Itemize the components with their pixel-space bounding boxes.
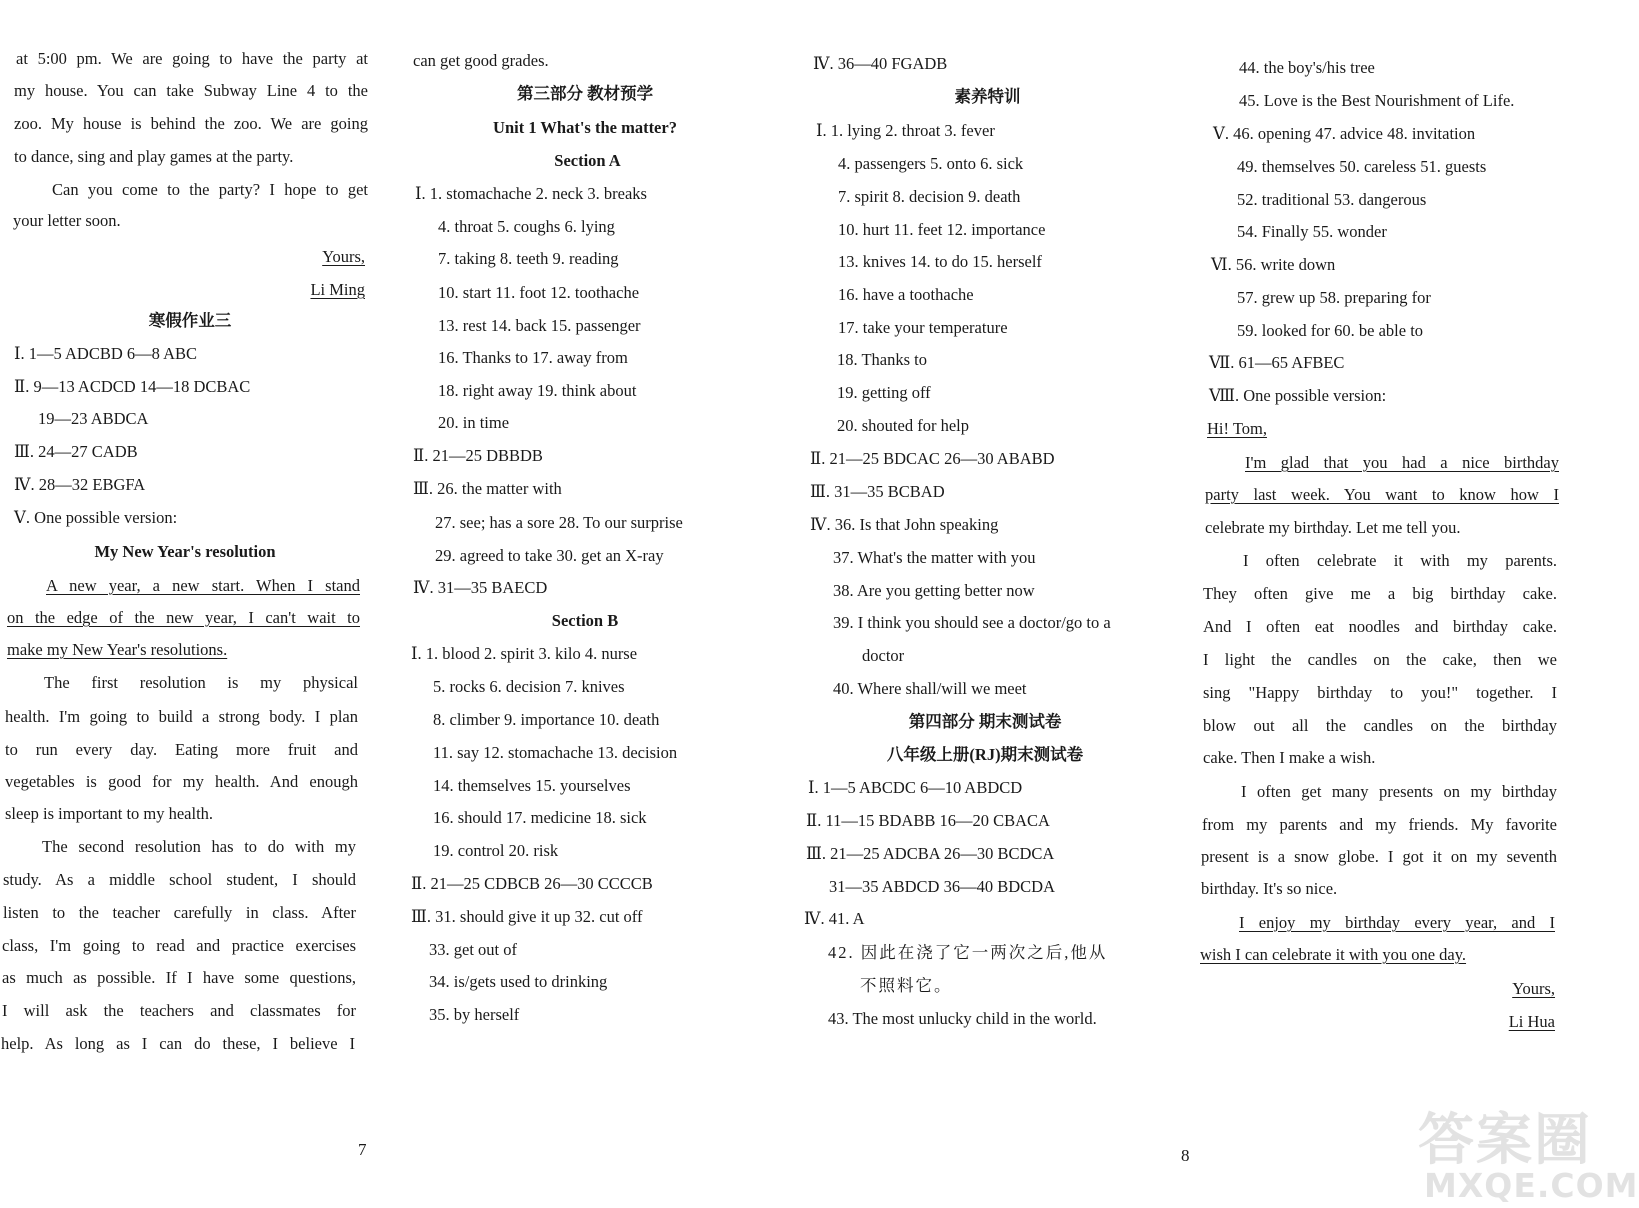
letter-closing: Yours,: [1512, 979, 1555, 998]
letter-line: cake. Then I make a wish.: [1203, 748, 1376, 767]
answer-line: Ⅱ. 21—25 DBBDB: [413, 446, 543, 465]
letter-line: party last week. You want to know how I: [1205, 485, 1559, 504]
answer-line: 19. control 20. risk: [433, 841, 559, 860]
answer-line: 37. What's the matter with you: [833, 548, 1036, 567]
answer-line: Ⅲ. 24—27 CADB: [14, 442, 138, 461]
answer-line: 11. say 12. stomachache 13. decision: [433, 743, 678, 762]
letter-line: And I often eat noodles and birthday cake.: [1203, 617, 1557, 636]
letter-line: from my parents and my friends. My favorite: [1202, 815, 1557, 834]
answer-line: 44. the boy's/his tree: [1239, 58, 1375, 77]
answer-line: 40. Where shall/will we meet: [833, 679, 1027, 698]
essay-line: help. As long as I can do these, I believe I: [1, 1034, 355, 1053]
answer-line: 29. agreed to take 30. get an X-ray: [435, 546, 664, 565]
essay-line: on the edge of the new year, I can't wait to: [7, 608, 360, 627]
essay-line: A new year, a new start. When I stand: [46, 576, 360, 595]
section-heading: Section B: [551, 611, 619, 630]
letter-line: I often get many presents on my birthday: [1241, 782, 1557, 801]
answer-line: Ⅱ. 11—15 BDABB 16—20 CBACA: [806, 811, 1050, 830]
answer-line: 20. shouted for help: [837, 416, 969, 435]
answer-line: 5. rocks 6. decision 7. knives: [433, 677, 625, 696]
answer-line: Ⅰ. 1. blood 2. spirit 3. kilo 4. nurse: [411, 644, 638, 663]
text-line: zoo. My house is behind the zoo. We are going: [14, 114, 368, 133]
part-heading: 第三部分 教材预学: [516, 84, 654, 103]
text-line: at 5:00 pm. We are going to have the party at: [16, 49, 368, 68]
answer-line: Ⅳ. 36. Is that John speaking: [810, 515, 999, 534]
answer-line: Ⅵ. 56. write down: [1211, 255, 1336, 274]
letter-signature: Li Ming: [310, 280, 365, 299]
answer-line: 54. Finally 55. wonder: [1237, 222, 1387, 241]
answer-line: 34. is/gets used to drinking: [429, 972, 608, 991]
answer-line: 7. taking 8. teeth 9. reading: [438, 249, 619, 268]
answer-line: 39. I think you should see a doctor/go to a: [833, 613, 1111, 632]
answer-line: Ⅲ. 26. the matter with: [413, 479, 562, 498]
answer-line: Ⅴ. One possible version:: [14, 508, 178, 527]
column-3: [800, 0, 1180, 1208]
answer-line: Ⅰ. 1. lying 2. throat 3. fever: [816, 121, 995, 140]
essay-line: The second resolution has to do with my: [42, 837, 356, 856]
answer-line: 16. should 17. medicine 18. sick: [433, 808, 647, 827]
answer-line: Ⅱ. 9—13 ACDCD 14—18 DCBAC: [14, 377, 251, 396]
answer-line: Ⅰ. 1—5 ADCBD 6—8 ABC: [14, 344, 198, 363]
answer-line: 4. throat 5. coughs 6. lying: [438, 217, 615, 236]
answer-line: 57. grew up 58. preparing for: [1237, 288, 1431, 307]
answer-line: Ⅰ. 1—5 ABCDC 6—10 ABDCD: [808, 778, 1023, 797]
answer-line: 42. 因此在浇了它一两次之后,他从: [828, 943, 1108, 962]
letter-line: celebrate my birthday. Let me tell you.: [1205, 518, 1461, 537]
answer-line: Ⅱ. 21—25 CDBCB 26—30 CCCCB: [411, 874, 653, 893]
answer-line: 49. themselves 50. careless 51. guests: [1237, 157, 1487, 176]
letter-closing: Yours,: [322, 247, 365, 266]
essay-line: make my New Year's resolutions.: [7, 640, 228, 659]
essay-line: health. I'm going to build a strong body. I plan: [5, 707, 358, 726]
text-line: Can you come to the party? I hope to get: [52, 180, 368, 199]
answer-line: 18. Thanks to: [837, 350, 927, 369]
page-number-left: 7: [358, 1140, 367, 1159]
answer-line: 59. looked for 60. be able to: [1237, 321, 1424, 340]
answer-line: Ⅲ. 31—35 BCBAD: [810, 482, 945, 501]
answer-line: 19. getting off: [837, 383, 931, 402]
unit-heading: Unit 1 What's the matter?: [493, 118, 677, 137]
letter-signature: Li Hua: [1508, 1012, 1555, 1031]
answer-line: 52. traditional 53. dangerous: [1237, 190, 1427, 209]
letter-line: birthday. It's so nice.: [1201, 879, 1338, 898]
column-1: [0, 0, 380, 1208]
answer-line: 19—23 ABDCA: [38, 409, 149, 428]
answer-line: 33. get out of: [429, 940, 517, 959]
answer-line: Ⅳ. 31—35 BAECD: [413, 578, 548, 597]
answer-line: Ⅱ. 21—25 BDCAC 26—30 ABABD: [810, 449, 1055, 468]
answer-line: 31—35 ABDCD 36—40 BDCDA: [829, 877, 1055, 896]
answer-line: 45. Love is the Best Nourishment of Life.: [1239, 91, 1515, 110]
answer-line: Ⅶ. 61—65 AFBEC: [1209, 353, 1345, 372]
answer-line: 8. climber 9. importance 10. death: [433, 710, 660, 729]
letter-line: They often give me a big birthday cake.: [1203, 584, 1557, 603]
essay-line: sleep is important to my health.: [5, 804, 214, 823]
essay-line: I will ask the teachers and classmates for: [2, 1001, 356, 1020]
answer-line: doctor: [862, 646, 905, 665]
answer-line: Ⅳ. 41. A: [804, 909, 865, 928]
text-line: can get good grades.: [413, 51, 549, 70]
watermark-text: 答案圈: [1418, 1108, 1592, 1173]
letter-line: I light the candles on the cake, then we: [1203, 650, 1557, 669]
text-line: to dance, sing and play games at the party.: [14, 147, 294, 166]
essay-line: vegetables is good for my health. And enough: [5, 772, 358, 791]
answer-line: 20. in time: [438, 413, 510, 432]
answer-line: 43. The most unlucky child in the world.: [828, 1009, 1097, 1028]
answer-line: 27. see; has a sore 28. To our surprise: [435, 513, 683, 532]
letter-line: I enjoy my birthday every year, and I: [1239, 913, 1555, 932]
answer-line: 35. by herself: [429, 1005, 520, 1024]
answer-line: Ⅴ. 46. opening 47. advice 48. invitation: [1213, 124, 1476, 143]
answer-line: 16. have a toothache: [838, 285, 974, 304]
essay-title: My New Year's resolution: [94, 542, 276, 561]
answer-line: 18. right away 19. think about: [438, 381, 637, 400]
answer-line: Ⅳ. 36—40 FGADB: [813, 54, 948, 73]
answer-line: Ⅲ. 31. should give it up 32. cut off: [411, 907, 643, 926]
answer-line: 7. spirit 8. decision 9. death: [838, 187, 1021, 206]
letter-line: I often celebrate it with my parents.: [1243, 551, 1557, 570]
page-number-right: 8: [1181, 1146, 1190, 1165]
section-heading: 寒假作业三: [148, 311, 232, 330]
essay-line: as much as possible. If I have some questions,: [2, 968, 356, 987]
section-heading: 素养特训: [954, 87, 1021, 106]
essay-line: The first resolution is my physical: [44, 673, 358, 692]
section-heading: Section A: [554, 151, 621, 170]
answer-line: 14. themselves 15. yourselves: [433, 776, 631, 795]
exam-heading: 八年级上册(RJ)期末测试卷: [886, 745, 1084, 764]
answer-line: Ⅲ. 21—25 ADCBA 26—30 BCDCA: [806, 844, 1055, 863]
answer-line: 13. knives 14. to do 15. herself: [838, 252, 1042, 271]
essay-line: study. As a middle school student, I should: [3, 870, 356, 889]
letter-line: present is a snow globe. I got it on my seventh: [1201, 847, 1557, 866]
answer-line: 38. Are you getting better now: [833, 581, 1035, 600]
answer-line: 17. take your temperature: [838, 318, 1008, 337]
answer-line: 16. Thanks to 17. away from: [438, 348, 628, 367]
letter-line: sing "Happy birthday to you!" together. I: [1203, 683, 1557, 702]
watermark-url: MXQE.COM: [1424, 1166, 1639, 1205]
answer-line: 不照料它。: [860, 976, 953, 995]
column-4: [1195, 0, 1639, 1208]
letter-line: blow out all the candles on the birthday: [1203, 716, 1557, 735]
watermark-logo: [1418, 1096, 1639, 1205]
essay-line: to run every day. Eating more fruit and: [5, 740, 358, 759]
text-line: your letter soon.: [13, 211, 121, 230]
letter-line: I'm glad that you had a nice birthday: [1245, 453, 1559, 472]
answer-line: 13. rest 14. back 15. passenger: [438, 316, 641, 335]
essay-line: class, I'm going to read and practice exercises: [2, 936, 356, 955]
column-2: [395, 0, 775, 1208]
answer-line: 10. hurt 11. feet 12. importance: [838, 220, 1046, 239]
letter-line: wish I can celebrate it with you one day.: [1200, 945, 1467, 964]
answer-line: 10. start 11. foot 12. toothache: [438, 283, 640, 302]
text-line: my house. You can take Subway Line 4 to the: [14, 81, 368, 100]
answer-line: Ⅰ. 1. stomachache 2. neck 3. breaks: [415, 184, 647, 203]
answer-line: Ⅷ. One possible version:: [1209, 386, 1387, 405]
answer-line: Ⅳ. 28—32 EBGFA: [14, 475, 146, 494]
answer-line: 4. passengers 5. onto 6. sick: [838, 154, 1024, 173]
essay-line: listen to the teacher carefully in class. After: [3, 903, 356, 922]
part-heading: 第四部分 期末测试卷: [908, 712, 1062, 731]
letter-greeting: Hi! Tom,: [1207, 419, 1267, 438]
